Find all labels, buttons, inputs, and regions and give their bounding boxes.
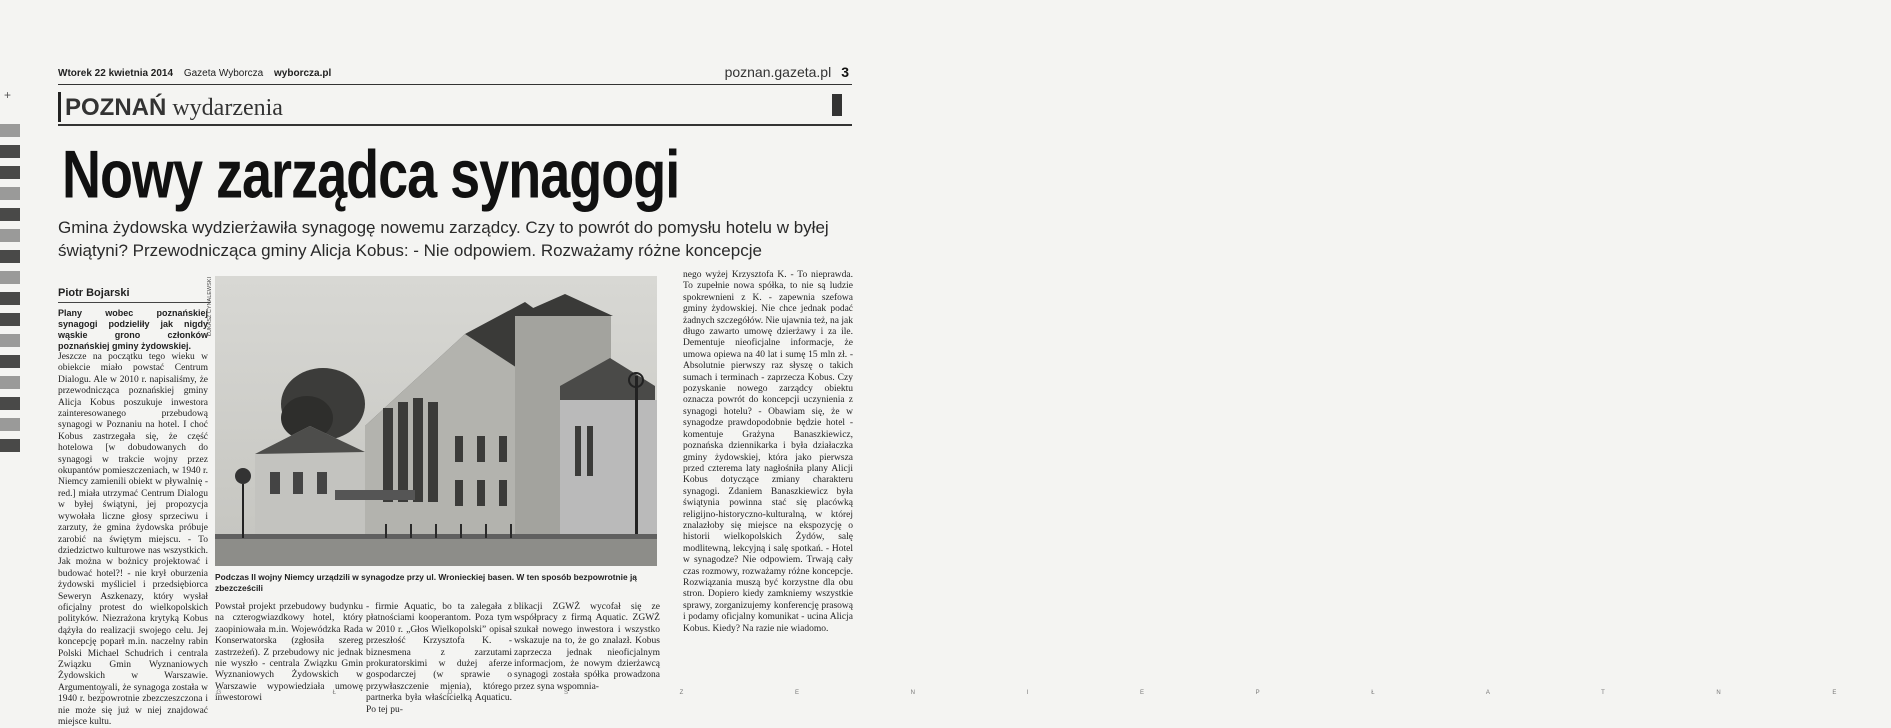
- article-column-2: Powstał projekt przebudowy budynku na czterogwiazdkowy hotel, który zaopiniowała m.in. Wojewódzka Rada Konserwatorska (zgłosiła szereg zastrzeżeń). Z przebudowy nic jednak nie wyszło - centrala Związku Gmin Wyznaniowych Żydowskich w Warszawie wypowiedziała umowę inwestorowi: [215, 602, 363, 704]
- byline: Piotr Bojarski: [58, 287, 130, 299]
- section-label: [65, 94, 283, 122]
- section-marker: [58, 92, 61, 122]
- article-column-3: - firmie Aquatic, bo ta zalegała z płatnościami kooperantom. Poza tym w 2010 r. „Głos Wielkopolski” opisał przeszłość Krzysztofa K. - biznesmena z zarzutami prokuratorskimi w dużej aferze gospodarczej (w sprawie o przywłaszczenie mienia), którego partnerka była właścicielką Aquaticu. Po tej pu-: [366, 602, 512, 715]
- photo-credit: ŁUKASZ CYNALEWSKI: [207, 277, 213, 336]
- section-end-marker: [832, 94, 842, 116]
- article-column-5: nego wyżej Krzysztofa K. - To nieprawda. To zupełnie nowa spółka, to nie są ludzie spokrewnieni z K. - zapewnia szefowa gminy żydowskiej. Nie chce jednak podać żadnych szczegółów. Nie ujawnia też, na jak długo zawarto umowę dzierżawy i za ile. Dementuje nieoficjalne informacje, że umowa opiewa na 40 lat i sumę 15 mln zł. - Absolutnie pierwszy raz słyszę o takich sumach i terminach - zaprzecza Kobus. Czy pozyskanie nowego zarządcy obiektu oznacza powrót do koncepcji uczynienia z synagogi hotelu? - Obawiam się, że w synagodze prawdopodobnie będzie hotel - komentuje Grażyna Banaszkiewicz, poznańska dziennikarka i była działaczka gminy żydowskiej, która jako pierwsza przed czterema laty nagłośniła plany Alicji Kobus dotyczące zmiany charakteru synagogi. Zdaniem Banaszkiewicz była świątynia powinna stać się placówką religijno-historyczno-kulturalną, w której znalazłoby się miejsce na ekspozycję o historii wielkopolskich Żydów, salę modlitewną, lekcyjną i salę spotkań. - Hotel w synagodze? Nie odpowiem. Trwają cały czas rozmowy, rozważamy różne koncepcje. Rozwiązania muszą być korzystne dla obu stron. Dopiero kiedy zamkniemy wszystkie sprawy, zorganizujemy konferencję prasową i podamy oficjalny komunikat - ucina Alicja Kobus. Kiedy? Na razie nie wiadomo.: [683, 270, 853, 634]
- article-intro: Plany wobec poznańskiej synagogi podzieliły jak nigdy wąskie grono członków poznańskiej gminy żydowskiej.: [58, 308, 208, 351]
- headline: Nowy zarządca synagogi: [62, 137, 680, 213]
- issue-date: Wtorek 22 kwietnia 2014: [58, 68, 174, 79]
- lead-paragraph: Gmina żydowska wydzierżawiła synagogę nowemu zarządcy. Czy to powrót do pomysłu hotelu w byłej świątyni? Przewodnicząca gminy Alicja Kobus: - Nie odpowiem. Rozważamy różne koncepcje: [58, 218, 829, 260]
- page-header: [58, 68, 339, 79]
- article-column-1: [58, 308, 208, 727]
- byline-rule: [58, 302, 210, 303]
- synagogue-photo: [215, 276, 657, 566]
- print-registration-marks: [0, 124, 22, 460]
- article-column-4: blikacji ZGWŻ wycofał się ze współpracy z firmą Aquatic. ZGWŻ szukał nowego inwestora i wszystko wskazuje na to, że go znalazł. Kobus zaprzecza jednak nieoficjalnym informacjom, że nowym dzierżawcą synagogi została spółka prowadzona przez syna wspomnia-: [514, 602, 660, 692]
- photo-caption: Podczas II wojny Niemcy urządzili w synagodze przy ul. Wronieckiej basen. W ten sposób bezpowrotnie ją zbezcześcili: [215, 572, 637, 593]
- paper-site: wyborcza.pl: [274, 68, 332, 79]
- section-rule: [58, 124, 852, 126]
- section-city: POZNAŃ: [65, 94, 167, 121]
- edition-header: [725, 64, 849, 80]
- paper-name: Gazeta Wyborcza: [183, 68, 264, 79]
- synagogue-building-image: [215, 276, 657, 566]
- header-rule: [58, 84, 852, 85]
- crop-mark: +: [4, 88, 12, 102]
- footer-ad-label: O G Ł O S Z E N I E P Ł A T N E: [100, 690, 1891, 696]
- article-body-1: Jeszcze na początku tego wieku w obiekcie miało powstać Centrum Dialogu. Ale w 2010 r. napisaliśmy, że przewodnicząca poznańskiej gminy Alicja Kobus poszukuje inwestora zainteresowanego przebudową synagogi w Poznaniu na hotel. I choć Kobus zastrzegała się, że część hotelowa [w dobudowanych do synagogi w trakcie wojny przez okupantów pomieszczeniach, w 1940 r. Niemcy zamienili obiekt w pływalnię - red.] miała utrzymać Centrum Dialogu w byłej świątyni, jej propozycja wywołała liczne głosy sprzeciwu i zarzuty, że gmina żydowska próbuje zarobić na świętym miejscu. - To dziedzictwo kulturowe nas wszystkich. Jak można w bożnicy projektować i budować hotel?! - nie krył oburzenia żydowski myśliciel i przedsiębiorca Seweryn Aszkenazy, który wysłał oficjalny protest do wielkopolskich polityków. Niezrażona krytyką Kobus dążyła do realizacji swojego celu. Jej koncepcję poparł m.in. naczelny rabin Polski Michael Schudrich i centrala Związku Gmin Wyznaniowych Żydowskich w Warszawie. Argumentowali, że synagoga została w 1940 r. bezpowrotnie zbezczeszczona i nie może się już w niej znajdować miejsce kultu.: [58, 352, 208, 727]
- edition-site: poznan.gazeta.pl: [724, 64, 832, 80]
- page-number: 3: [841, 64, 849, 80]
- section-category: wydarzenia: [172, 95, 283, 121]
